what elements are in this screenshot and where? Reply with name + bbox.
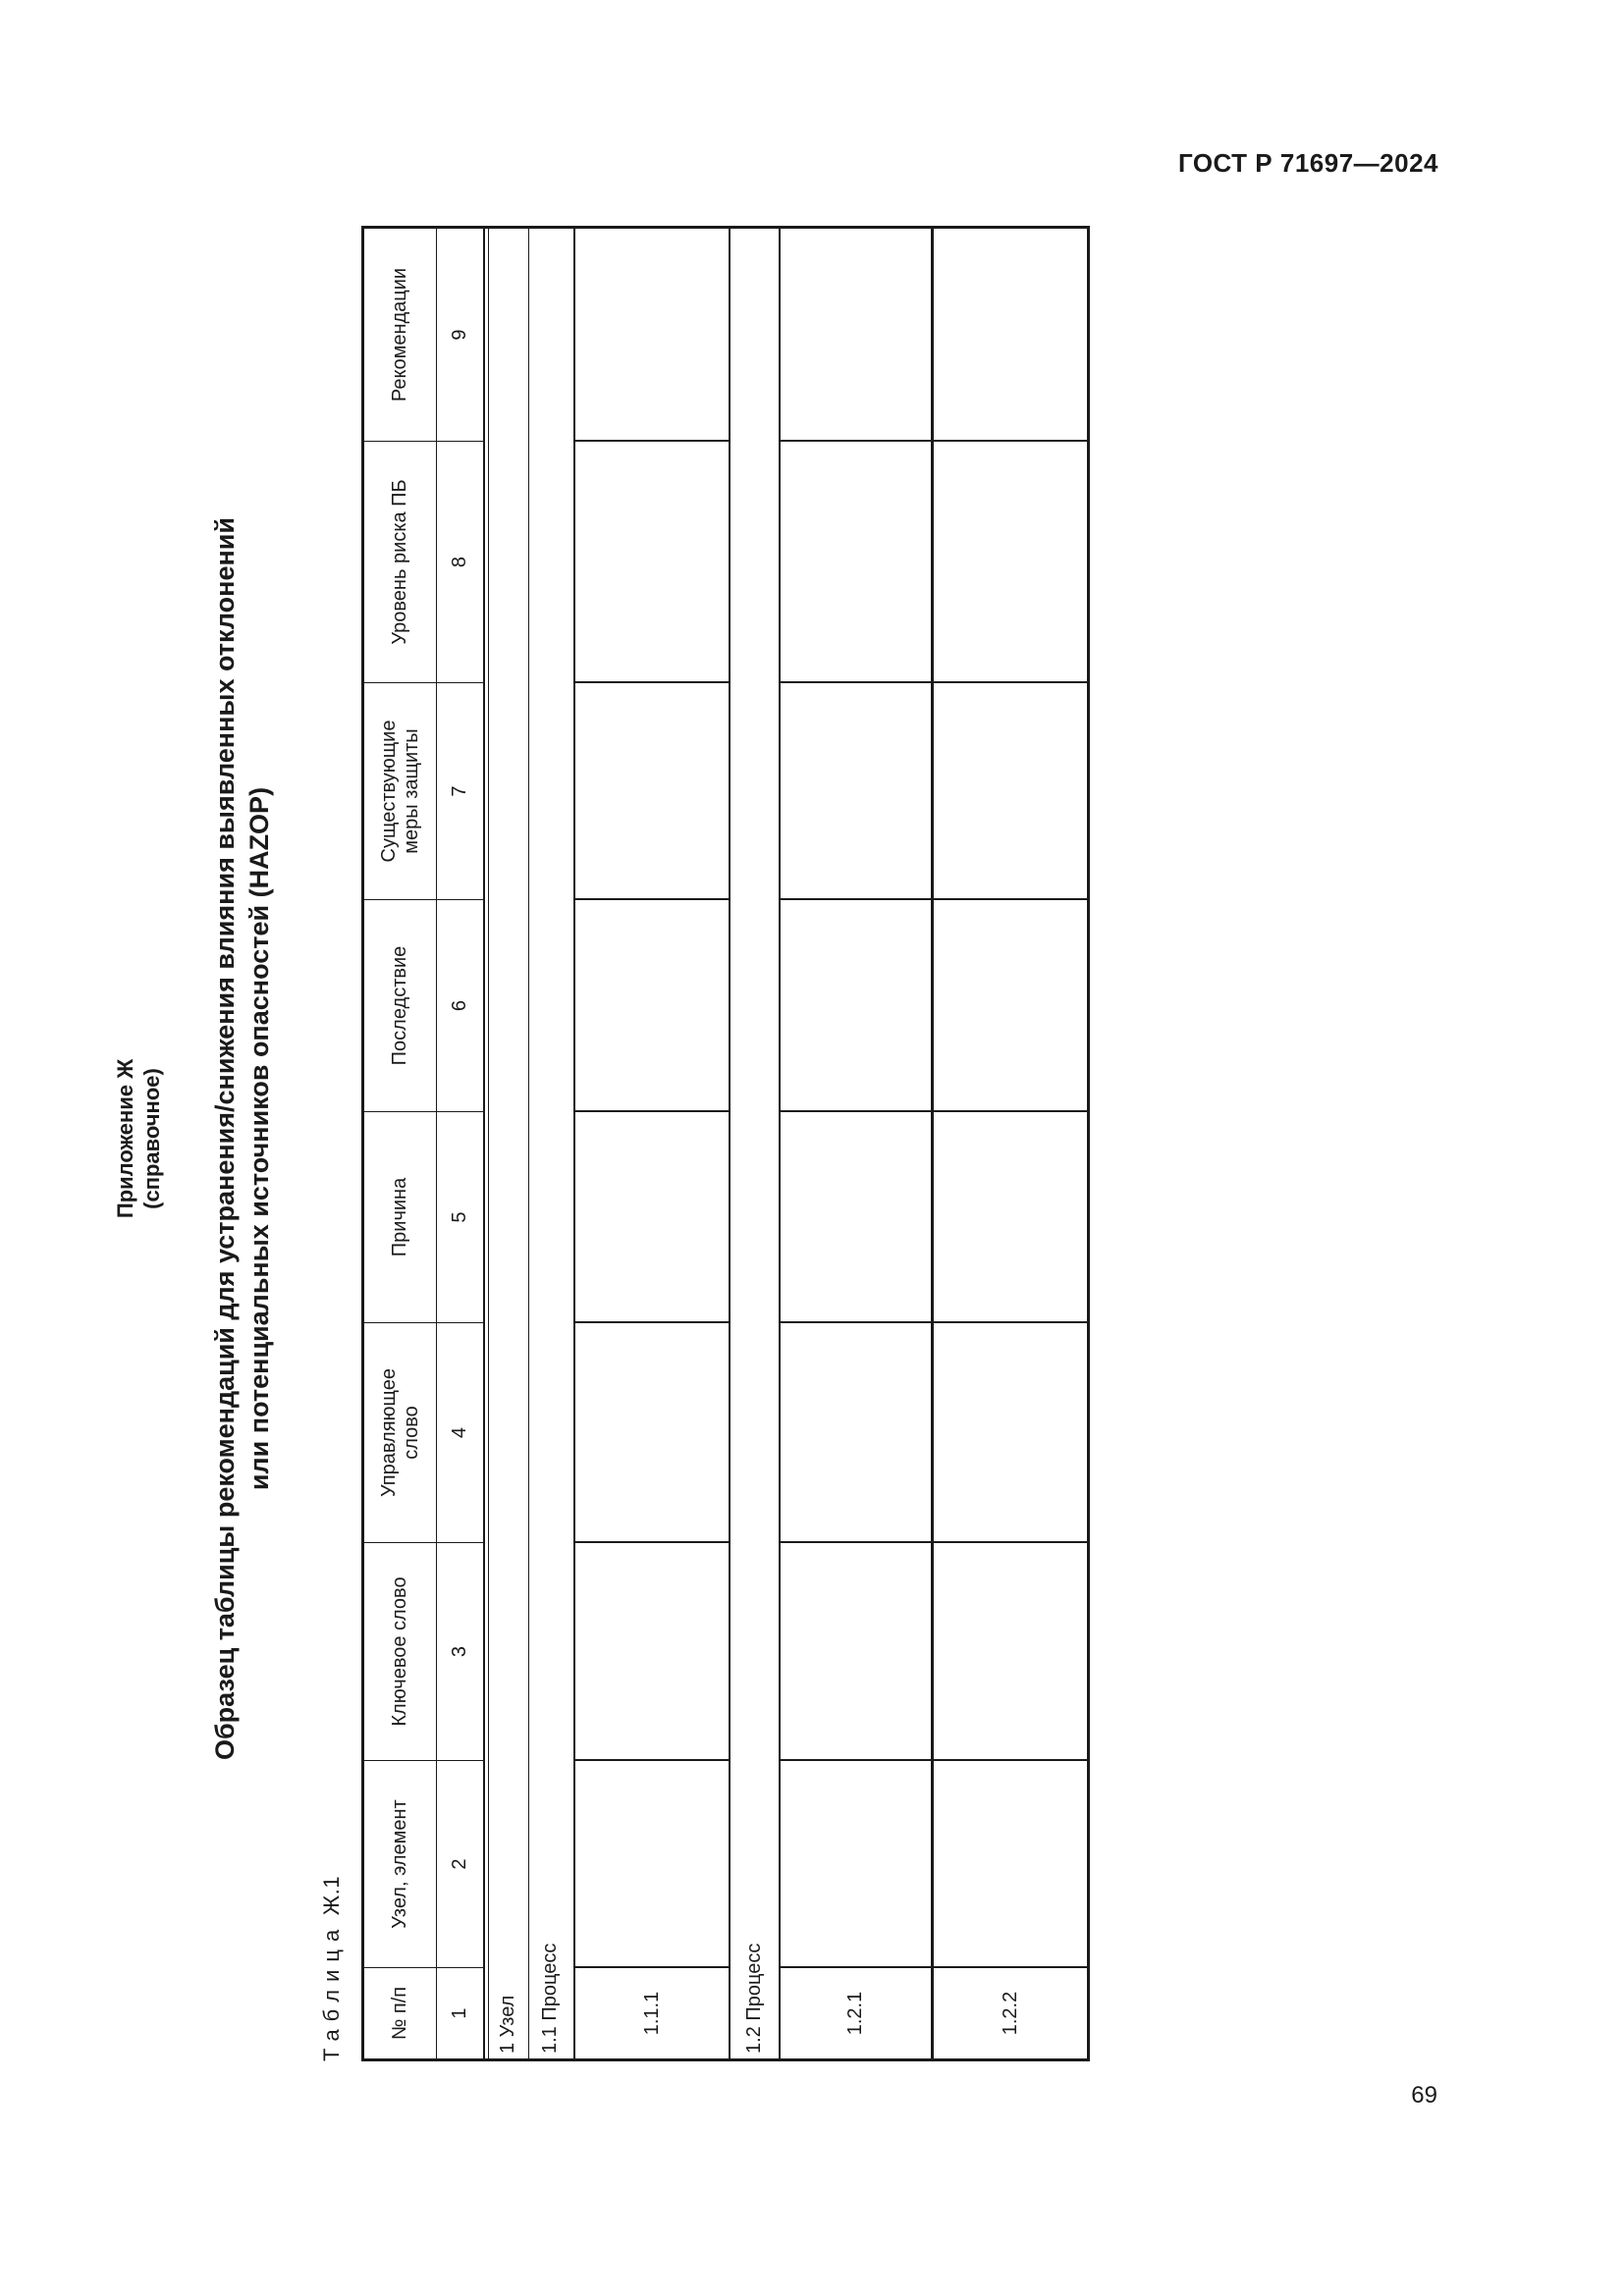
- column-number-1: 1: [449, 2007, 470, 2019]
- section-row-process-1: 1.1 Процесс: [539, 1943, 561, 2054]
- caption-line-2: или потенциальных источников опасностей (HAZOP): [244, 786, 274, 1491]
- appendix-title: Приложение Ж: [113, 1058, 137, 1219]
- header-cell-risk-level: Уровень риска ПБ: [389, 479, 410, 645]
- caption-line-1: Образец таблицы рекомендаций для устранения/снижения влияния выявленных отклонений: [210, 517, 240, 1760]
- section-row-node: 1 Узел: [497, 1995, 518, 2054]
- header-cell-cause: Причина: [389, 1177, 410, 1257]
- header-cell-node: Узел, элемент: [389, 1799, 410, 1929]
- header-cell-consequence: Последствие: [389, 945, 410, 1066]
- column-number-8: 8: [449, 556, 470, 568]
- header-cell-guideword: Управляющее слово: [377, 1367, 422, 1498]
- table-label: [319, 1876, 345, 2061]
- appendix-heading: [112, 216, 165, 2061]
- column-number-5: 5: [449, 1211, 470, 1223]
- row-number-1-2-1: 1.2.1: [844, 1991, 866, 2036]
- appendix-note: (справочное): [139, 1068, 164, 1209]
- row-number-1-1-1: 1.1.1: [640, 1991, 663, 2036]
- standard-code: ГОСТ Р 71697—2024: [1177, 148, 1438, 178]
- row-number-1-2-2: 1.2.2: [999, 1991, 1021, 2036]
- column-number-3: 3: [449, 1645, 470, 1658]
- section-row-process-2: 1.2 Процесс: [743, 1943, 765, 2054]
- hazop-table: [361, 226, 1090, 2061]
- column-number-6: 6: [449, 999, 470, 1012]
- column-number-7: 7: [449, 785, 470, 797]
- rotated-content: [98, 216, 1100, 2061]
- header-cell-safeguards: Существующие меры защиты: [377, 720, 422, 863]
- table-label-number: Ж.1: [319, 1875, 344, 1916]
- header-cell-keyword: Ключевое слово: [389, 1576, 410, 1727]
- column-number-9: 9: [449, 329, 470, 341]
- column-number-2: 2: [449, 1858, 470, 1870]
- table-caption: [208, 216, 277, 2061]
- column-number-4: 4: [449, 1426, 470, 1439]
- header-cell-recommendations: Рекомендации: [389, 267, 410, 402]
- header-cell-num: № п/п: [389, 1986, 410, 2041]
- page-number: 69: [1411, 2082, 1437, 2109]
- table-label-word: Таблица: [319, 1921, 344, 2061]
